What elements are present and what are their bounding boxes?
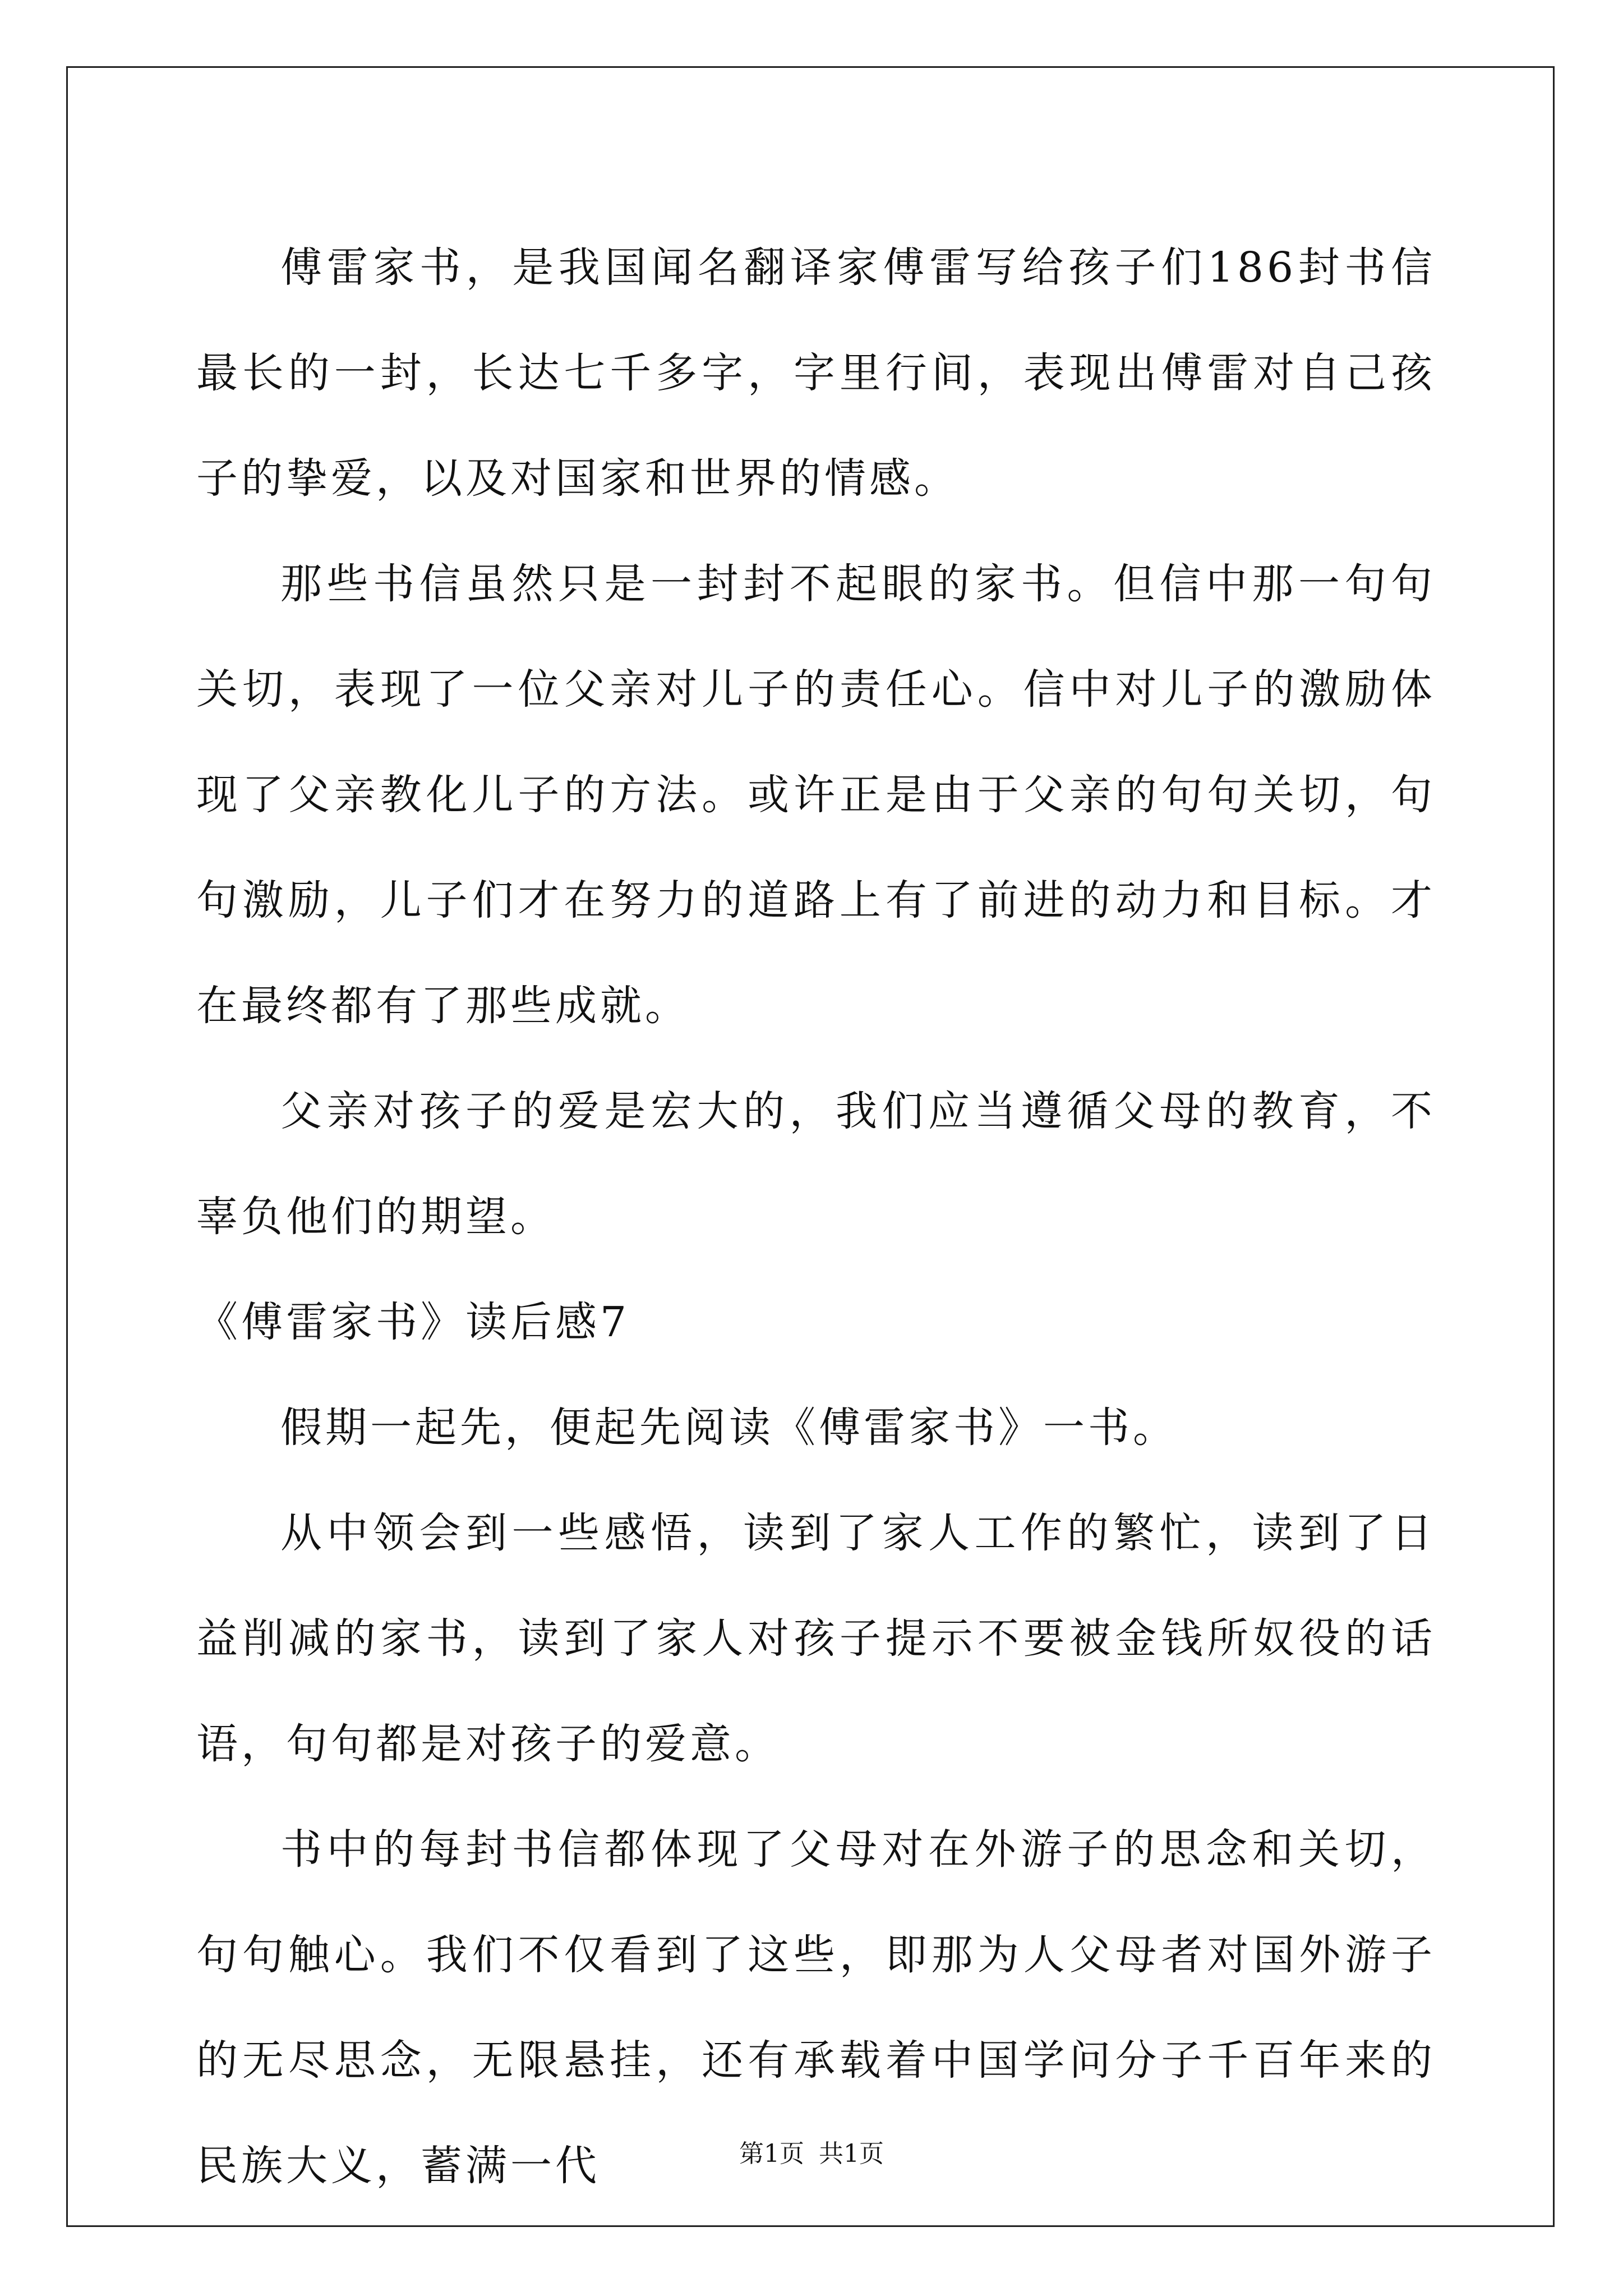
paragraph-1: 傅雷家书，是我国闻名翻译家傅雷写给孩子们186封书信最长的一封，长达七千多字，字里行间，表现出傅雷对自己孩子的挚爱，以及对国家和世界的情感。	[196, 243, 1436, 503]
page-total: 共1页	[819, 2139, 884, 2168]
page-number: 第1页	[739, 2139, 804, 2168]
page-footer	[0, 2137, 1623, 2171]
paragraph-4: 假期一起先，便起先阅读《傅雷家书》一书。	[280, 1404, 1178, 1452]
paragraph-6: 书中的每封书信都体现了父母对在外游子的思念和关切，句句触心。我们不仅看到了这些，即那为人父母者对国外游子的无尽思念，无限悬挂，还有承载着中国学问分子千百年来的民族大义，蓄满一代	[196, 1825, 1436, 2190]
document-body	[196, 215, 1436, 2219]
paragraph-5: 从中领会到一些感悟，读到了家人工作的繁忙，读到了日益削减的家书，读到了家人对孩子提示不要被金钱所奴役的话语，句句都是对孩子的爱意。	[196, 1509, 1436, 1768]
paragraph-2: 那些书信虽然只是一封封不起眼的家书。但信中那一句句关切，表现了一位父亲对儿子的责任心。信中对儿子的激励体现了父亲教化儿子的方法。或许正是由于父亲的句句关切，句句激励，儿子们才在努力的道路上有了前进的动力和目标。才在最终都有了那些成就。	[196, 560, 1436, 1030]
paragraph-3: 父亲对孩子的爱是宏大的，我们应当遵循父母的教育，不辜负他们的期望。	[196, 1087, 1436, 1241]
section-heading: 《傅雷家书》读后感7	[196, 1298, 630, 1346]
